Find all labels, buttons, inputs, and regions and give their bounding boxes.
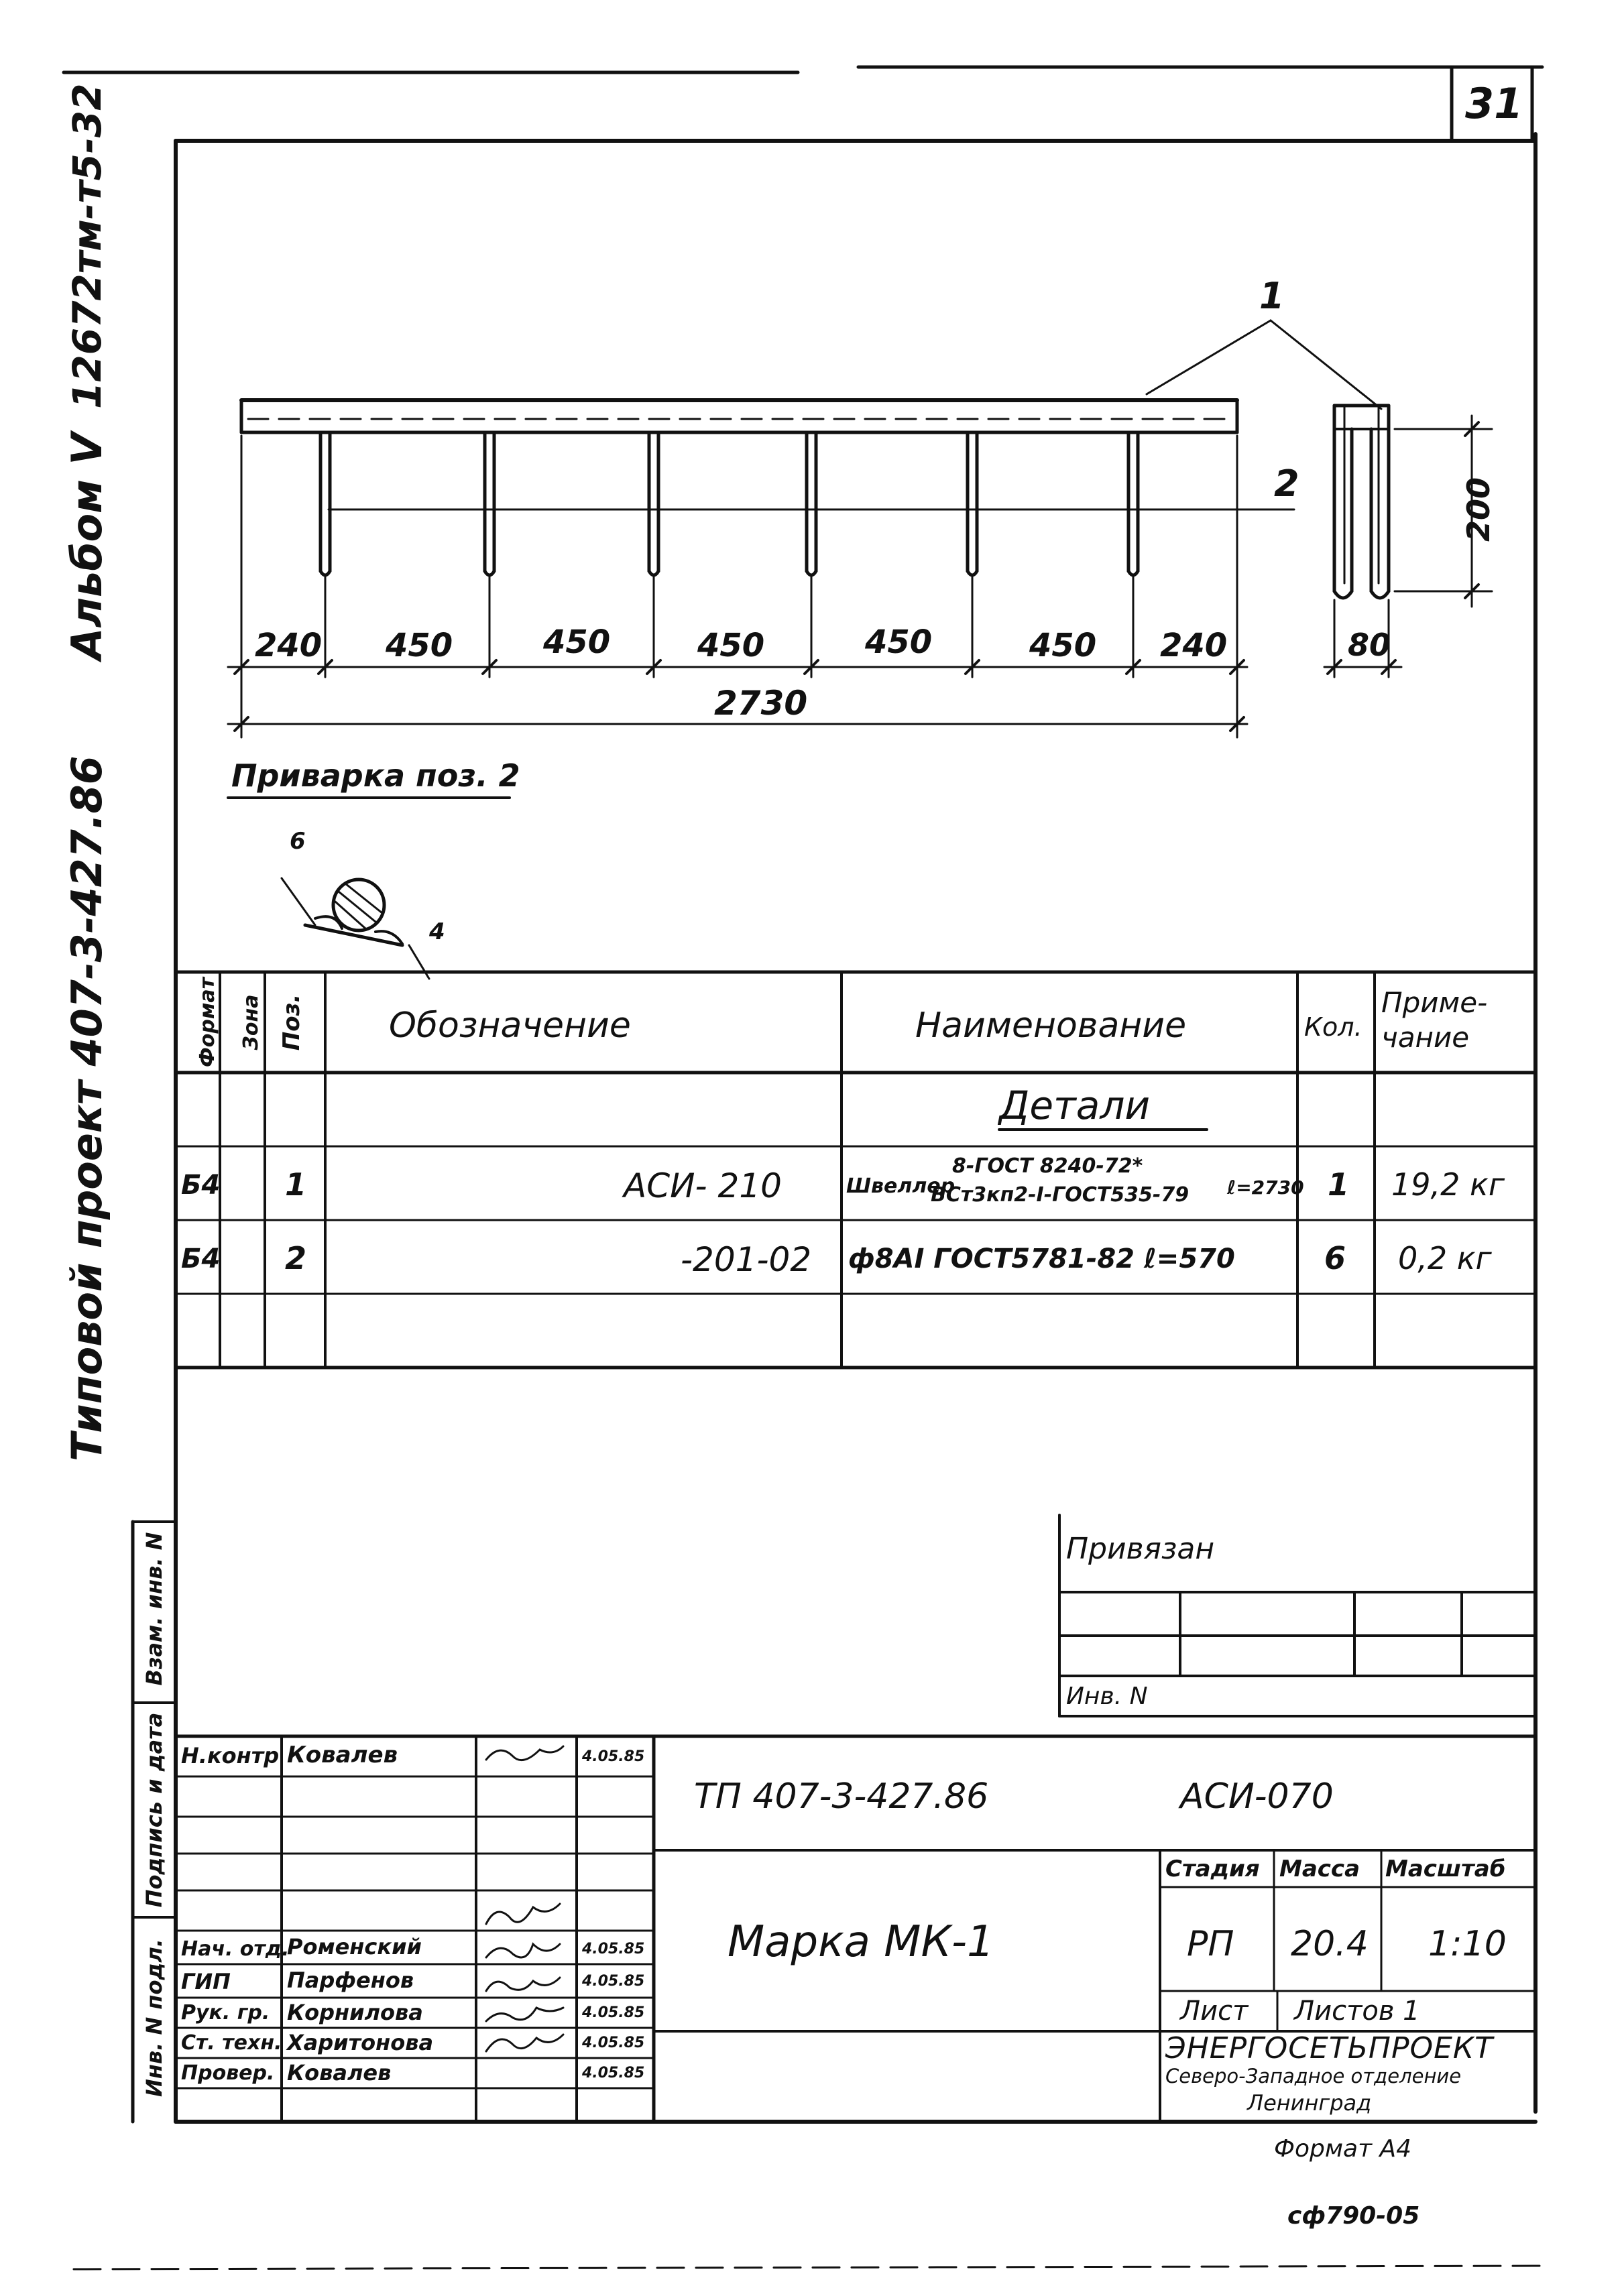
sig-date-1: 4.05.85 <box>582 1941 645 1957</box>
callout-1: 1 <box>1259 275 1285 317</box>
stamp-vzam: Взам. инв. N <box>141 1532 167 1686</box>
sheets-label: Листов 1 <box>1294 1996 1420 2027</box>
stage-label: Стадия <box>1165 1856 1260 1882</box>
dim-side-width: 80 <box>1348 627 1391 663</box>
dim-450-4: 450 <box>865 623 933 661</box>
header-note: Приме-чание <box>1381 986 1488 1054</box>
dim-240-right: 240 <box>1160 627 1228 664</box>
weld-leg-bottom: 4 <box>429 918 445 945</box>
sheet-number: 31 <box>1465 79 1523 128</box>
inv-n-label: Инв. N <box>1066 1683 1148 1710</box>
mass-value: 20.4 <box>1291 1924 1369 1964</box>
sig-role-1: Нач. отд. <box>181 1937 290 1961</box>
mass-label: Масса <box>1279 1856 1360 1882</box>
callout-2: 2 <box>1274 463 1299 505</box>
sig-name-1: Роменский <box>287 1934 422 1959</box>
row2-pos: 2 <box>285 1240 307 1276</box>
sig-name-4: Харитонова <box>287 2030 434 2055</box>
stamp-podpis: Подпись и дата <box>141 1712 167 1908</box>
scale-label: Масштаб <box>1385 1856 1506 1882</box>
row1-name-prefix: Швеллер <box>846 1174 955 1198</box>
row2-note: 0,2 кг <box>1398 1240 1492 1276</box>
org-branch: Северо-Западное отделение <box>1165 2065 1462 2088</box>
sig-role-2: ГИП <box>181 1969 231 1994</box>
header-pos: Поз. <box>278 993 305 1051</box>
format-label: Формат А4 <box>1274 2135 1412 2163</box>
stamp-inv-podl: Инв. N подл. <box>141 1939 167 2097</box>
org-city: Ленинград <box>1247 2090 1372 2116</box>
header-qty: Кол. <box>1304 1012 1362 1042</box>
dim-total-length: 2730 <box>714 684 808 723</box>
row2-format: Б4 <box>181 1244 221 1274</box>
row1-name-suffix: ℓ=2730 <box>1227 1176 1304 1199</box>
header-designation: Обозначение <box>389 1006 631 1046</box>
header-name: Наименование <box>915 1006 1187 1046</box>
sig-name-5: Ковалев <box>287 2060 392 2086</box>
org-name: ЭНЕРГОСЕТЬПРОЕКТ <box>1165 2031 1494 2065</box>
row1-name-bottom: ВСт3кп2-I-ГОСТ535-79 <box>931 1183 1190 1207</box>
sheet-label: Лист <box>1180 1996 1249 2027</box>
dim-side-height: 200 <box>1460 477 1497 542</box>
sig-date-3: 4.05.85 <box>582 2004 645 2021</box>
sheet-title: Марка МК-1 <box>728 1917 994 1967</box>
row1-designation: АСИ- 210 <box>624 1166 782 1205</box>
dim-450-3: 450 <box>697 627 765 664</box>
scale-value: 1:10 <box>1428 1924 1507 1964</box>
sig-date-2: 4.05.85 <box>582 1973 645 1990</box>
sig-date-0: 4.05.85 <box>582 1748 645 1765</box>
row2-name: ф8АI ГОСТ5781-82 ℓ=570 <box>848 1244 1235 1274</box>
row1-format: Б4 <box>181 1170 221 1201</box>
header-format: Формат <box>196 977 219 1067</box>
sig-role-0: Н.контр <box>181 1743 280 1768</box>
album-label: Альбом V <box>62 432 111 660</box>
stage-value: РП <box>1187 1924 1234 1964</box>
footer-code: сф790-05 <box>1287 2202 1420 2230</box>
row1-qty: 1 <box>1328 1166 1350 1203</box>
sig-name-0: Ковалев <box>287 1742 398 1768</box>
section-details: Детали <box>999 1083 1151 1128</box>
privyazan-label: Привязан <box>1066 1532 1215 1566</box>
dim-450-2: 450 <box>543 623 611 661</box>
doc-mark: АСИ-070 <box>1180 1776 1334 1817</box>
row1-pos: 1 <box>285 1166 307 1203</box>
row2-designation: -201-02 <box>681 1240 812 1279</box>
sig-role-5: Провер. <box>181 2061 275 2085</box>
doc-code: ТП 407-3-427.86 <box>694 1776 989 1817</box>
sig-name-3: Корнилова <box>287 2000 423 2025</box>
sig-name-2: Парфенов <box>287 1968 414 1993</box>
sig-date-4: 4.05.85 <box>582 2035 645 2051</box>
row2-qty: 6 <box>1324 1240 1346 1276</box>
sig-date-5: 4.05.85 <box>582 2065 645 2081</box>
weld-title: Приварка поз. 2 <box>231 758 520 794</box>
dim-450-1: 450 <box>386 627 453 664</box>
album-code: 12672тм-т5-32 <box>64 83 110 409</box>
dim-450-5: 450 <box>1029 627 1097 664</box>
sig-role-3: Рук. гр. <box>181 2001 270 2025</box>
row1-note: 19,2 кг <box>1391 1166 1505 1203</box>
dim-240-left: 240 <box>255 627 323 664</box>
row1-name-top: 8-ГОСТ 8240-72* <box>952 1154 1143 1178</box>
header-zone: Зона <box>239 994 263 1050</box>
sig-role-4: Ст. техн. <box>181 2031 282 2055</box>
project-label: Типовой проект 407-3-427.86 <box>62 756 111 1461</box>
weld-leg-top: 6 <box>290 828 306 855</box>
